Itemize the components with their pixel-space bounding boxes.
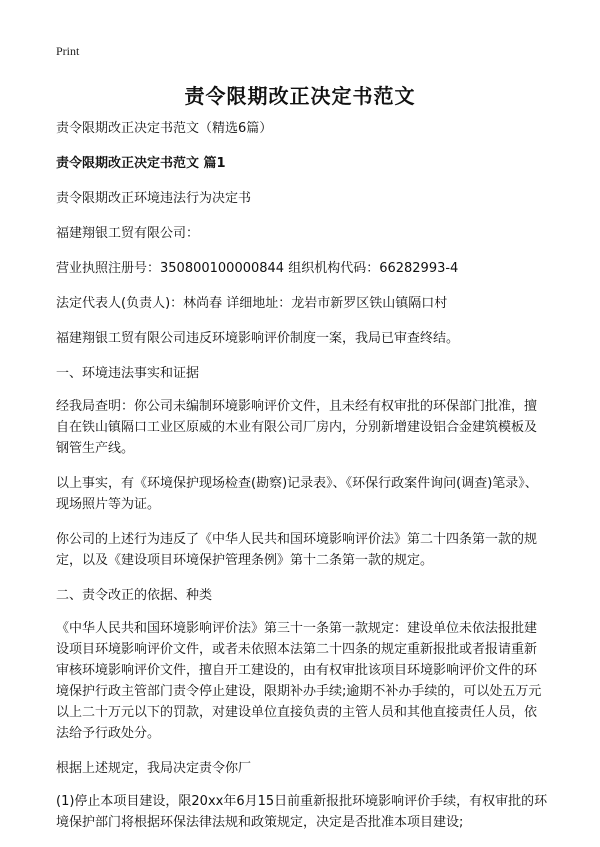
document-subtitle: 责令限期改正决定书范文（精选6篇） xyxy=(56,121,273,136)
decision-lead: 根据上述规定，我局决定责令你厂 xyxy=(56,761,252,776)
legal-representative: 法定代表人(负责人)：林尚春 详细地址：龙岩市新罗区铁山镇隔口村 xyxy=(56,296,448,311)
registration-info: 营业执照注册号：350800100000844 组织机构代码：66282993-4 xyxy=(56,261,459,276)
page-title: 责令限期改正决定书范文 xyxy=(184,84,416,108)
addressee: 福建翔银工贸有限公司： xyxy=(56,226,200,241)
violation-paragraph: 你公司的上述行为违反了《中华人民共和国环境影响评价法》第二十四条第一款的规定，以及《建设项目环境保护管理条例》第十二条第一款的规定。 xyxy=(56,532,538,568)
print-label: Print xyxy=(56,44,80,58)
heading-violation-facts: 一、环境违法事实和证据 xyxy=(56,366,200,381)
basis-paragraph: 《中华人民共和国环境影响评价法》第三十一条第一款规定：建设单位未依法报批建设项目环境影响评价文件，或者未依照本法第二十四条的规定重新报批或者报请重新审核环境影响评价文件，擅自开工建设的，由有权审批该项目环境影响评价文件的环境保护行政主管部门责令停止建设，限期补办手续;逾期不补办手续的，可以处五万元以上二十万元以下的罚款，对建设单位直接负责的主管人员和其他直接责任人员，依法给予行政处分。 xyxy=(56,621,542,741)
heading-correction-basis: 二、责令改正的依据、种类 xyxy=(56,588,213,603)
intro-paragraph: 福建翔银工贸有限公司违反环境影响评价制度一案，我局已审查终结。 xyxy=(56,331,460,346)
document-body xyxy=(56,118,548,847)
facts-paragraph: 经我局查明：你公司未编制环境影响评价文件，且未经有权审批的环保部门批准，擅自在铁山镇隔口工业区原威的木业有限公司厂房内，分别新增建设铝合金建筑模板及钢管生产线。 xyxy=(56,399,538,456)
evidence-paragraph: 以上事实，有《环境保护现场检查(勘察)记录表》、《环保行政案件询问(调查)笔录》、现场照片等为证。 xyxy=(56,476,538,512)
order-item-1: (1)停止本项目建设，限20xx年6月15日前重新报批环境影响评价手续，有权审批的环境保护部门将根据环保法律法规和政策规定，决定是否批准本项目建设; xyxy=(56,794,548,830)
section-title: 责令限期改正决定书范文 篇1 xyxy=(56,156,226,171)
document-heading: 责令限期改正环境违法行为决定书 xyxy=(56,191,252,206)
